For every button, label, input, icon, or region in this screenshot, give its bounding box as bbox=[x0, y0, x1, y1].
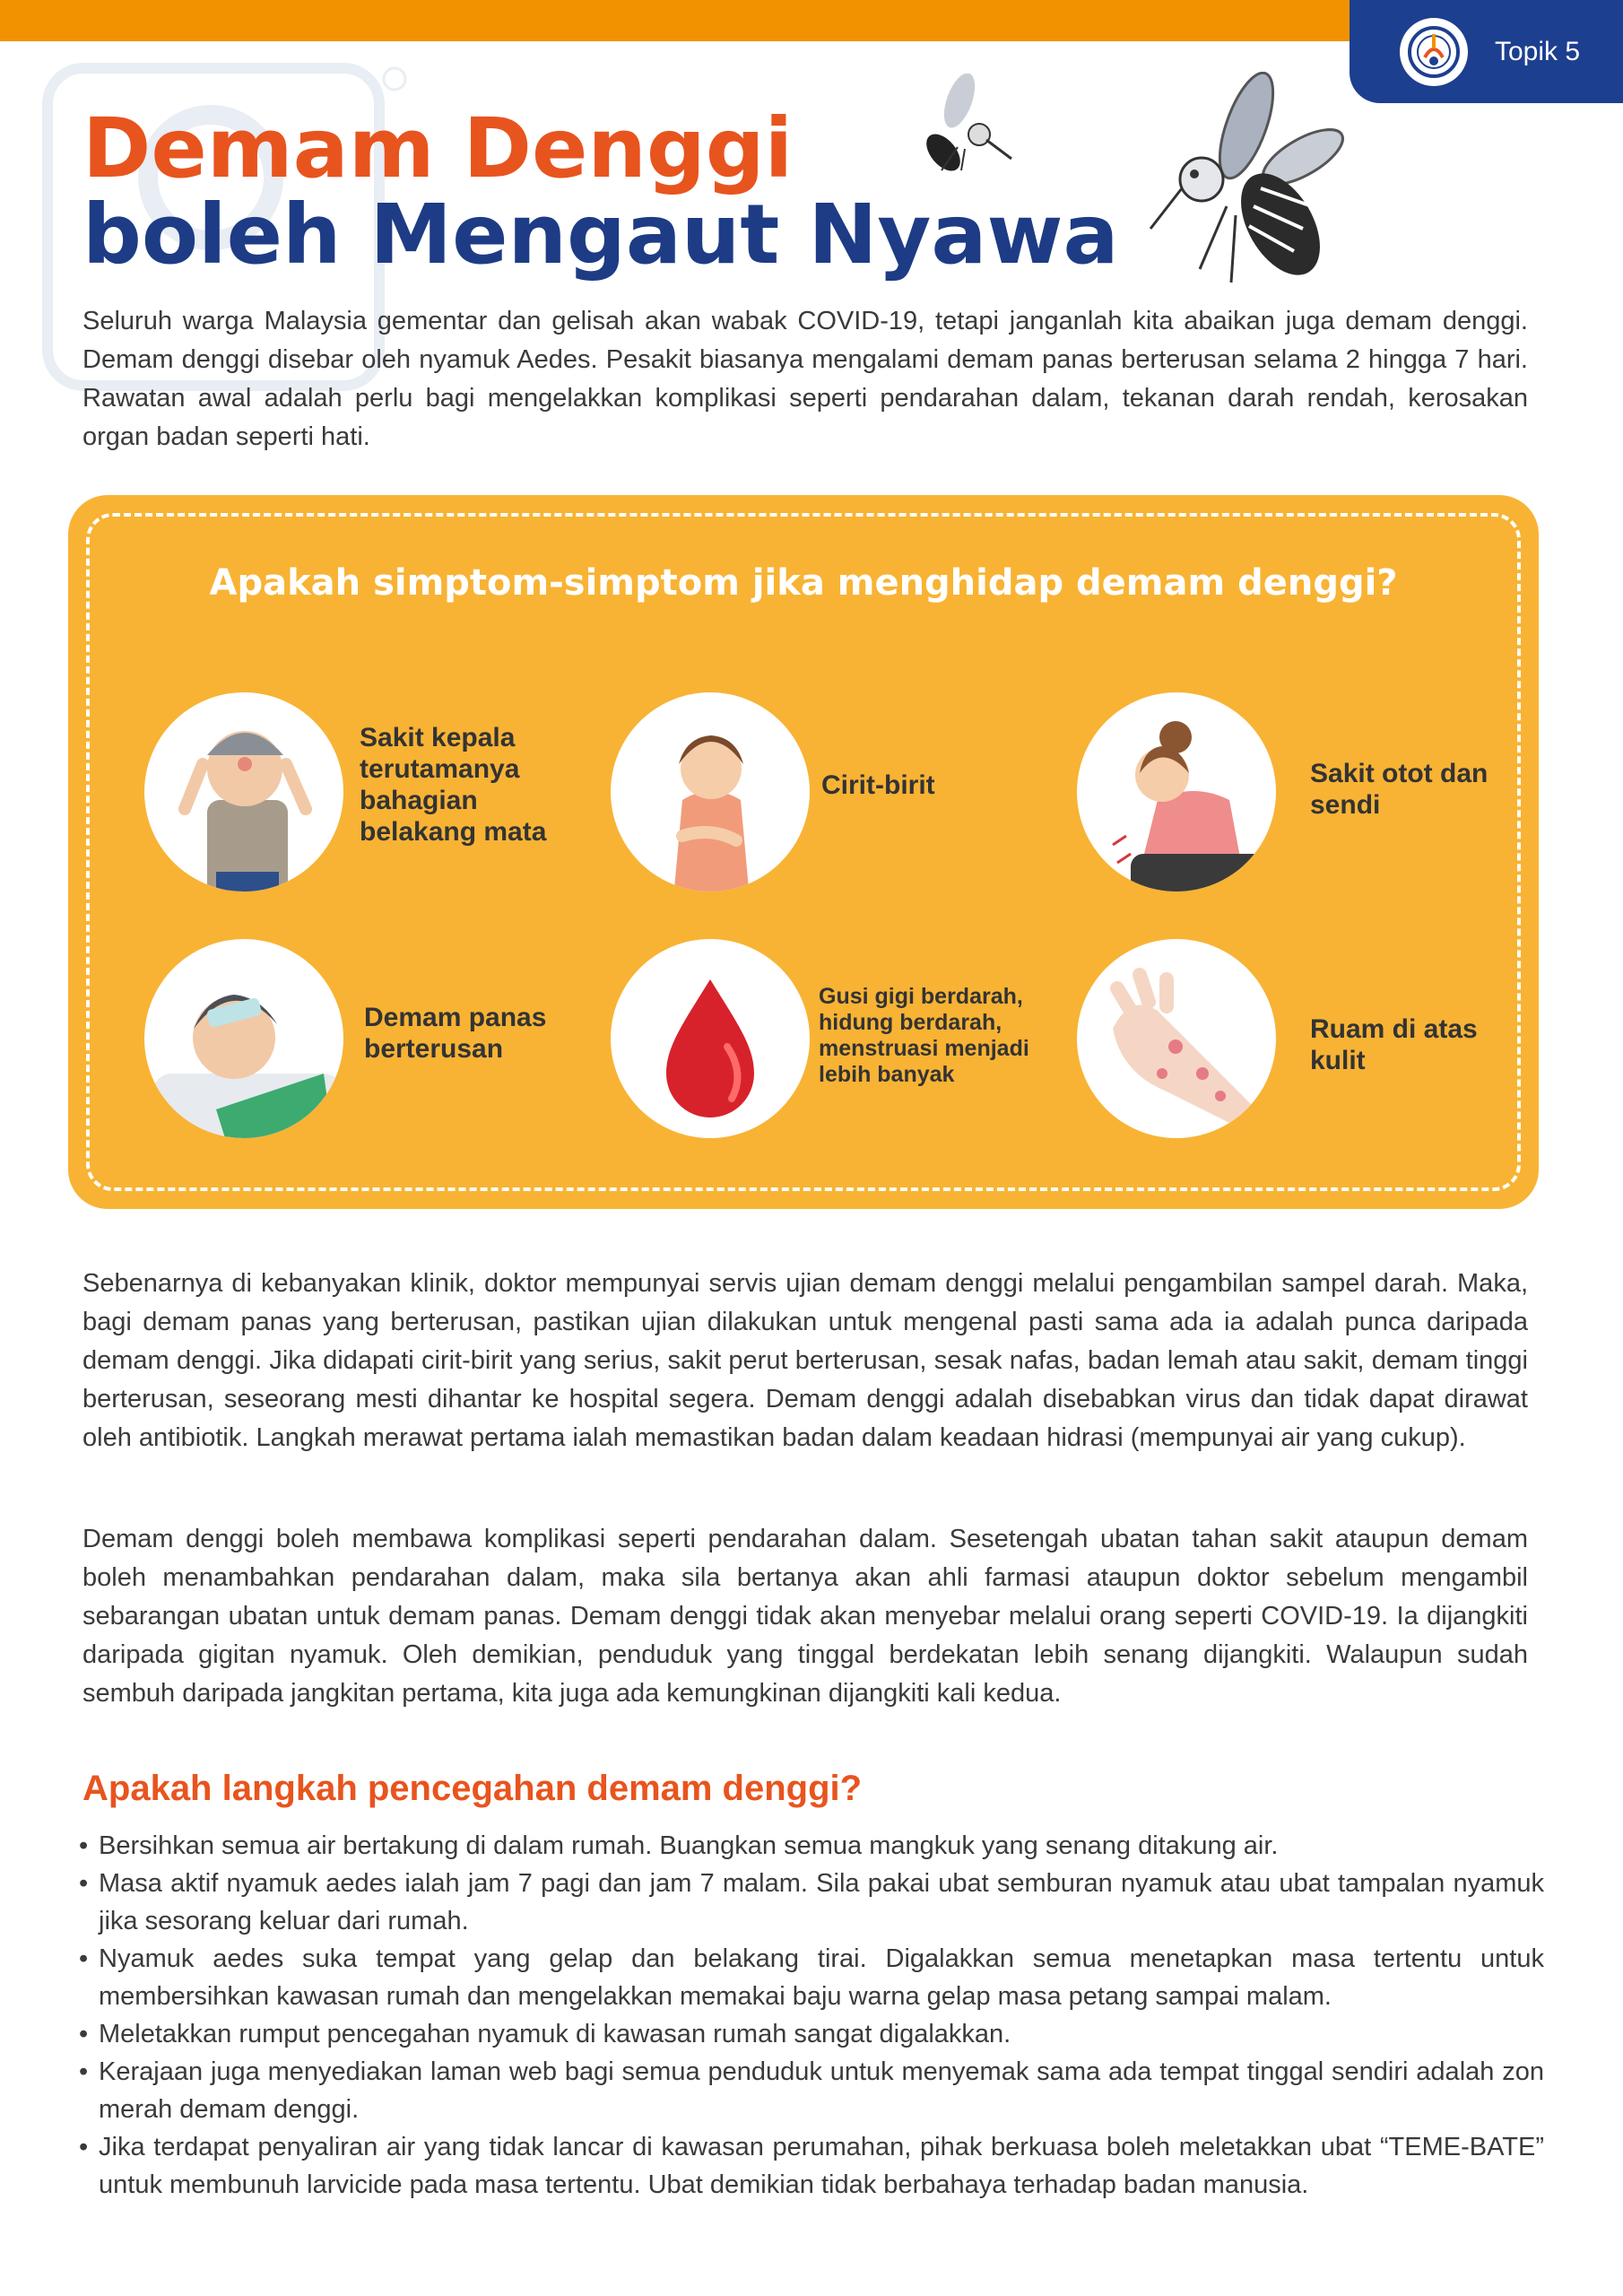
symptom-label-rash: Ruam di atas kulit bbox=[1310, 1014, 1478, 1075]
stomachache-icon bbox=[611, 692, 810, 891]
list-item: • Meletakkan rumput pencegahan nyamuk di kawasan rumah sangat digalakkan. bbox=[82, 2015, 1544, 2053]
list-item: • Bersihkan semua air bertakung di dalam rumah. Buangkan semua mangkuk yang senang ditakung air. bbox=[82, 1827, 1544, 1865]
prevention-list bbox=[82, 1827, 1544, 2204]
list-item: • Masa aktif nyamuk aedes ialah jam 7 pagi dan jam 7 malam. Sila pakai ubat semburan nyamuk atau ubat tampalan nyamuk jika sesorang keluar dari rumah. bbox=[82, 1865, 1544, 1940]
list-item: • Jika terdapat penyaliran air yang tidak lancar di kawasan perumahan, pihak berkuasa boleh meletakkan ubat “TEME-BATE” untuk membunuh larvicide pada masa tertentu. Ubat demikian tidak berbahaya terhadap badan manusia. bbox=[82, 2128, 1544, 2204]
symptom-label-bleeding: Gusi gigi berdarah, hidung berdarah, menstruasi menjadi lebih banyak bbox=[819, 984, 1029, 1087]
intro-paragraph: Seluruh warga Malaysia gementar dan gelisah akan wabak COVID-19, tetapi janganlah kita abaikan juga demam denggi. Demam denggi disebar oleh nyamuk Aedes. Pesakit biasanya mengalami demam panas berterusan selama 2 hingga 7 hari. Rawatan awal adalah perlu bagi mengelakkan komplikasi seperti pendarahan dalam, tekanan darah rendah, kerosakan organ badan seperti hati. bbox=[82, 307, 1528, 451]
body-paragraph-1: Sebenarnya di kebanyakan klinik, doktor mempunyai servis ujian demam denggi melalui pengambilan sampel darah. Maka, bagi demam panas yang berterusan, pastikan ujian dilakukan untuk mengenal pasti sama ada ia adalah punca daripada demam denggi. Jika didapati cirit-birit yang serius, sakit perut berterusan, sesak nafas, badan lemah atau sakit, demam tinggi berterusan, seseorang mesti dihantar ke hospital segera. Demam denggi adalah disebabkan virus dan tidak dapat dirawat oleh antibiotik. Langkah merawat pertama ialah memastikan badan dalam keadaan hidrasi (mempunyai air yang cukup). bbox=[82, 1269, 1528, 1452]
small-mosquito-icon bbox=[906, 74, 1018, 172]
headache-icon bbox=[144, 692, 343, 891]
joint-pain-icon bbox=[1077, 692, 1276, 891]
body-paragraph-2: Demam denggi boleh membawa komplikasi seperti pendarahan dalam. Sesetengah ubatan tahan sakit ataupun demam boleh menambahkan pendarahan dalam, maka sila bertanya akan ahli farmasi ataupun doktor sebelum mengambil sebarangan ubatan untuk demam panas. Demam denggi tidak akan menyebar melalui orang seperti COVID-19. Ia dijangkiti daripada gigitan nyamuk. Oleh demikian, penduduk yang tinggal berdekatan lebih senang dijangkiti. Walaupun sudah sembuh daripada jangkitan pertama, kita juga ada kemungkinan dijangkiti kali kedua. bbox=[82, 1525, 1528, 1708]
topic-label: Topik 5 bbox=[1495, 36, 1581, 66]
large-mosquito-icon bbox=[1146, 72, 1352, 287]
symptoms-heading: Apakah simptom-simptom jika menghidap demam denggi? bbox=[209, 562, 1398, 604]
symptoms-panel bbox=[68, 495, 1539, 1209]
symptom-label-headache: Sakit kepala terutamanya bahagian belakang mata bbox=[360, 723, 547, 847]
topic-tab bbox=[1350, 0, 1623, 103]
blood-drop-icon bbox=[611, 939, 810, 1138]
skin-rash-icon bbox=[1077, 939, 1276, 1138]
symptom-label-diarrhea: Cirit-birit bbox=[821, 770, 935, 800]
prevention-heading: Apakah langkah pencegahan demam denggi? bbox=[82, 1769, 863, 1808]
ministry-logo-icon bbox=[1400, 18, 1468, 86]
title-line-1: Demam Denggi bbox=[82, 100, 794, 196]
fever-icon bbox=[144, 939, 343, 1138]
symptom-label-fever: Demam panas berterusan bbox=[364, 1003, 547, 1064]
list-item: • Nyamuk aedes suka tempat yang gelap dan belakang tirai. Digalakkan semua menetapkan masa tertentu untuk membersihkan kawasan rumah dan mengelakkan memakai baju warna gelap masa petang sampai malam. bbox=[82, 1940, 1544, 2015]
symptom-label-muscle-pain: Sakit otot dan sendi bbox=[1310, 759, 1488, 820]
list-item: • Kerajaan juga menyediakan laman web bagi semua penduduk untuk menyemak sama ada tempat tinggal sendiri adalah zon merah demam denggi. bbox=[82, 2053, 1544, 2128]
title-line-2: boleh Mengaut Nyawa bbox=[82, 186, 1119, 283]
